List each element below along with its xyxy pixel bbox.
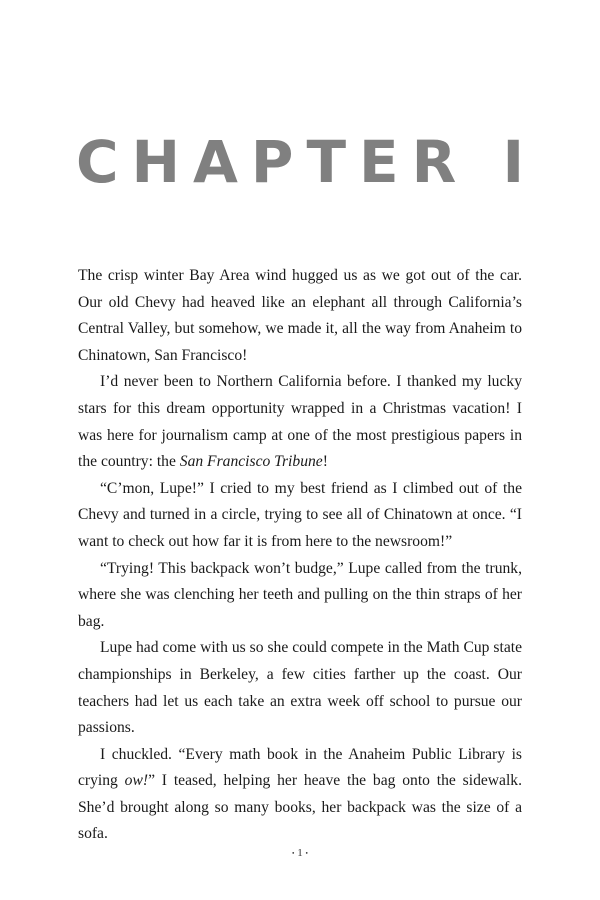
- paragraph-6-end: ” I teased, helping her heave the bag onto the sidewalk. She’d brought along so many books, her backpack was the size of a sofa.: [78, 772, 522, 843]
- folio-right-ornament: •: [305, 849, 308, 858]
- chapter-body: [78, 263, 522, 848]
- paragraph-6-text: I chuckled. “Every math book in the Anaheim Public Library is crying: [78, 745, 522, 790]
- paragraph-2-end: !: [322, 453, 328, 471]
- emphasis-ow: ow!: [124, 772, 149, 790]
- chapter-title: CHAPTER I: [75, 128, 538, 196]
- newspaper-title: San Francisco Tribune: [179, 453, 323, 471]
- page-number: 1: [297, 847, 303, 859]
- paragraph-6: [78, 742, 522, 848]
- paragraph-1: The crisp winter Bay Area wind hugged us as we got out of the car. Our old Chevy had heaved like an elephant all through California’s Central Valley, but somehow, we made it, all the way from Anaheim to Chinatown, San Francisco!: [78, 267, 522, 364]
- paragraph-4: “Trying! This backpack won’t budge,” Lupe called from the trunk, where she was clenching her teeth and pulling on the thin straps of her bag.: [78, 559, 522, 630]
- paragraph-2: [78, 369, 522, 475]
- folio-left-ornament: •: [292, 849, 295, 858]
- page-folio: [0, 847, 600, 859]
- paragraph-2-text: I’d never been to Northern California before. I thanked my lucky stars for this dream opportunity wrapped in a Christmas vacation! I was here for journalism camp at one of the most prestigious papers in the country: the: [78, 373, 522, 471]
- paragraph-5: Lupe had come with us so she could compete in the Math Cup state championships in Berkeley, a few cities farther up the coast. Our teachers had let us each take an extra week off school to pursue our passions.: [78, 639, 522, 737]
- paragraph-3: “C’mon, Lupe!” I cried to my best friend as I climbed out of the Chevy and turned in a circle, trying to see all of Chinatown at once. “I want to check out how far it is from here to the newsroom!”: [78, 479, 522, 550]
